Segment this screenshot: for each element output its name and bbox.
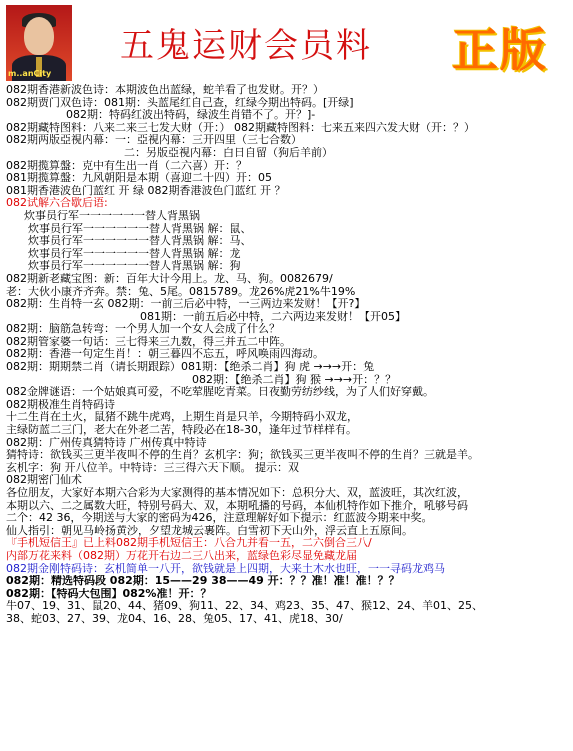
text-line: 081期：一前五后必中特，二六两边来发财！【开05】 xyxy=(140,310,406,323)
text-line: 082期贾门双色诗：081期：头蓝尾红自己查，红绿今期出特码。[开绿] xyxy=(6,96,354,109)
text-line: 082期：脑筋急转弯：一个男人加一个女人会成了什么？ xyxy=(6,323,280,336)
text-line: 082期：精选特码段 082期：15——29 38——49 开：？？准！准！准！？？ xyxy=(6,575,400,588)
text-line: 内部万花来料（082期）万花开右边二三八出来，蓝绿色彩尽显免藏龙届 xyxy=(6,549,357,562)
text-line: 082期两版亞視内幕：一：亞視内幕：三开四里（三七合数） xyxy=(6,134,302,147)
text-line: 老：大伙小康齐齐奔。禁：兔、5尾。0815789。龙26%虎21%牛19% xyxy=(6,285,356,298)
text-line: 十二生肖在土火，鼠猪不跳牛虎鸡，上期生肖是只羊，今期特码小双龙， xyxy=(6,411,358,424)
text-line: 082期揽算盤：克中有生出一肖（二六喜）开：？ xyxy=(6,159,247,172)
text-line: 玄机字：狗 开八位羊。中特诗：三三得六天下顺。 提示：双 xyxy=(6,461,299,474)
portrait-image xyxy=(6,5,72,81)
text-line: 082期：【绝杀二肖】狗 猴 →→→开：？？ xyxy=(192,373,397,386)
text-line: 082金牌谜语：一个姑娘真可爱，不吃荤腥吃青菜。日夜勤劳纺纱线，为了人们好穿戴。 xyxy=(6,386,434,399)
text-line: 082期：广州传真猜特诗 广州传真中特诗 xyxy=(6,436,207,449)
portrait-face xyxy=(24,17,54,55)
text-line: 二个：42 36，今期送与大家的密码为426，注意理解好如下提示：红蓝波今期来中奖。 xyxy=(6,512,433,525)
text-line: 炊事员行军一一一一一一替人背黑锅 解：鼠、 xyxy=(28,222,252,235)
page-title: 五鬼运财会员料 xyxy=(120,26,372,66)
text-line: 『手机短信王』已上料082期手机短信王：八合九并看一五，二六倒合三八/ xyxy=(6,537,372,550)
text-line: 082期新老藏宝图：新：百年大计今用上。龙、马、狗。0082679/ xyxy=(6,272,333,285)
text-line: 082期藏特图料：八来二来三七发大财（开：） 082期藏特图料：七来五来四六发大财（开：？） xyxy=(6,121,475,134)
text-line: 二：另版亞視内幕：白日自留（狗后羊前） xyxy=(124,146,333,159)
text-line: 本期以六、二之属数大旺，特别号码大、双，本期吼播的号码，本仙机特作如下推介，吼够号码 xyxy=(6,499,468,512)
text-line: 082期：特码红波出特码，绿波生肖错不了。开？]- xyxy=(66,109,316,122)
header xyxy=(0,0,573,84)
text-line: 炊事员行军一一一一一一替人背黑锅 解：龙 xyxy=(28,247,241,260)
text-line: 仙人指引：朝见马岭扬黄沙，夕望龙城云裹阵。白雪初下天山外，浮云直上五原间。 xyxy=(6,524,413,537)
text-line: 082期：香港一句定生肖！：朝三暮四不忘五，呼风唤雨四海动。 xyxy=(6,348,324,361)
text-line: 082期极准生肖特码诗 xyxy=(6,398,115,411)
text-line: 082期：生肖特一玄 082期：一前三后必中特，一三两边来发财！【开?】 xyxy=(6,298,366,311)
portrait-caption: m..anCity xyxy=(8,69,52,78)
text-line: 炊事员行军一一一一一一替人背黑锅 解：马、 xyxy=(28,235,252,248)
text-line: 081期揽算盤：九风朝阳是本期（喜迎二十四）开：05 xyxy=(6,172,272,185)
text-line: 082期密门仙术 xyxy=(6,474,82,487)
text-line: 081期香港波色门蓝红 开 绿 082期香港波色门蓝红 开 ？ xyxy=(6,184,286,197)
authentic-badge: 正版 xyxy=(452,23,548,77)
text-line: 牛07、19、31、鼠20、44、猪09、狗11、22、34、鸡23、35、47、猴12、24、羊01、25、 xyxy=(6,600,483,613)
content-body xyxy=(6,84,571,626)
text-line: 082期金刚特码诗：玄机简单一八开，欲钱就是上四期，大来土木水也旺，一一寻码龙鸡马 xyxy=(6,562,445,575)
text-line: 082期：期期禁二肖（请长期跟踪）081期：【绝杀二肖】狗 虎 →→→开：兔 xyxy=(6,361,375,374)
text-line: 082试解六合歇后语: xyxy=(6,197,108,210)
text-line: 38、蛇03、27、39、龙04、16、28、兔05、17、41、虎18、30/ xyxy=(6,612,343,625)
text-line: 炊事员行军一一一一一一替人背黑锅 xyxy=(24,209,200,222)
text-line: 炊事员行军一一一一一一替人背黑锅 解：狗 xyxy=(28,260,241,273)
text-line: 主绿防蓝二三门，老大在外老二苦，特段必在18-30，逢年过节样样有。 xyxy=(6,424,357,437)
text-line: 各位朋友，大家好本期六合彩为大家测得的基本情况如下：总积分大、双，蓝波旺，其次红波， xyxy=(6,487,468,499)
text-line: 082期管家婆一句话：三七得来三九数，得三并五二中阵。 xyxy=(6,335,291,348)
text-line: 猜特诗：欲钱买三更半夜叫不停的生肖？玄机字：狗；欲钱买三更半夜叫不停的生肖？三就是羊。 xyxy=(6,449,479,462)
text-line: 082期：【特码大包围】082%准！开：？ xyxy=(6,587,212,600)
text-line: 082期香港新波色诗：本期波色出蓝绿，蛇羊看了也发财。开？） xyxy=(6,84,324,96)
